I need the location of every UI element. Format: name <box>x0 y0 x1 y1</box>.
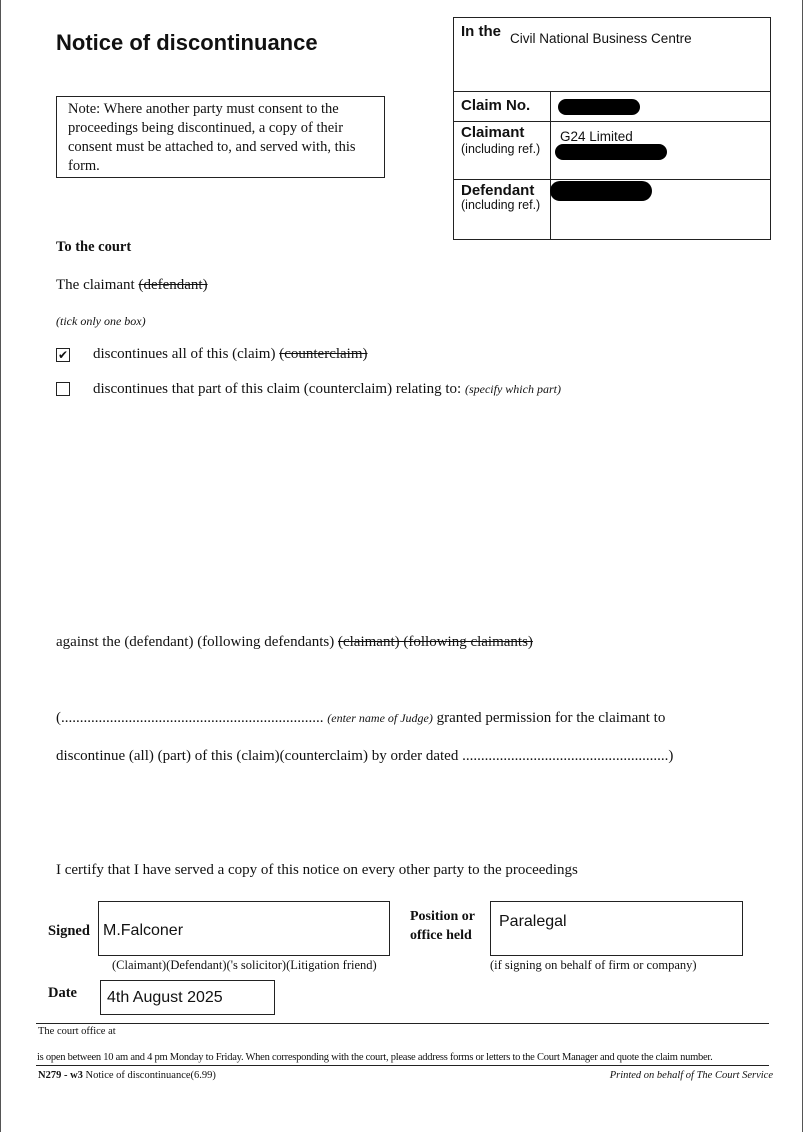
court-row <box>454 18 770 92</box>
defendant-row <box>454 180 770 239</box>
against-struck-text: (claimant) (following claimants) <box>337 634 533 650</box>
court-office-text: The court office at <box>38 1026 116 1037</box>
date-field[interactable]: 4th August 2025 <box>100 980 275 1015</box>
claimant-label: Claimant <box>461 124 525 141</box>
date-label: Date <box>48 985 77 1001</box>
footer-rule-top <box>36 1023 769 1024</box>
option-all-line <box>93 346 368 363</box>
to-the-court-heading: To the court <box>56 239 132 255</box>
claimant-sub-label: (including ref.) <box>461 142 541 156</box>
claim-no-row <box>454 92 770 122</box>
certify-statement: I certify that I have served a copy of this notice on every other party to the proceedings <box>56 862 578 878</box>
judge-line <box>56 710 665 727</box>
position-label-line1: Position or <box>410 909 475 924</box>
defendant-struck-text: (defendant) <box>138 277 208 293</box>
claim-no-label: Claim No. <box>461 97 531 114</box>
discontinue-part-checkbox[interactable] <box>56 382 70 396</box>
discontinue-all-checkbox[interactable]: ✔ <box>57 348 69 362</box>
footer-rule-bottom <box>36 1065 769 1066</box>
printed-by: Printed on behalf of The Court Service <box>609 1070 773 1081</box>
office-hours-text: is open between 10 am and 4 pm Monday to Friday. When corresponding with the court, please address forms or letters to the Court Manager and quote the claim number. <box>37 1052 713 1063</box>
page-border-left <box>0 0 1 1132</box>
option-part-text: discontinues that part of this claim (counterclaim) relating to: <box>93 381 462 397</box>
defendant-redaction <box>550 181 652 201</box>
position-field[interactable]: Paralegal <box>490 901 743 956</box>
option-part-line <box>93 381 561 398</box>
claimant-line <box>56 277 208 294</box>
position-note: (if signing on behalf of firm or company) <box>490 958 697 972</box>
position-label-line2: office held <box>410 928 472 943</box>
against-text: against the (defendant) (following defendants) <box>56 634 335 650</box>
judge-line-end: granted permission for the claimant to <box>436 710 666 726</box>
position-label <box>410 907 475 945</box>
claimant-row <box>454 122 770 180</box>
option-part-hint: (specify which part) <box>464 382 561 396</box>
judge-hint: (enter name of Judge) <box>327 711 433 725</box>
against-line <box>56 634 533 651</box>
court-details-table <box>453 17 771 240</box>
option-all-struck-text: (counterclaim) <box>279 346 368 362</box>
consent-note: Note: Where another party must consent to the proceedings being discontinued, a copy of their consent must be attached to, and served with, this form. <box>56 96 385 178</box>
defendant-sub-label: (including ref.) <box>461 198 541 212</box>
form-name: Notice of discontinuance(6.99) <box>85 1070 216 1081</box>
signed-label: Signed <box>48 923 90 939</box>
claimant-ref-redaction <box>555 144 667 160</box>
form-reference <box>38 1070 216 1081</box>
form-code: N279 - w3 <box>38 1070 83 1081</box>
signed-field[interactable]: M.Falconer <box>98 901 390 956</box>
the-claimant-text: The claimant <box>56 277 135 293</box>
claim-no-redaction <box>558 99 640 115</box>
defendant-label: Defendant <box>461 182 535 199</box>
claimant-value[interactable]: G24 Limited <box>560 129 633 144</box>
tick-note: (tick only one box) <box>56 314 146 328</box>
order-line: discontinue (all) (part) of this (claim)(counterclaim) by order dated .......................................................) <box>56 748 674 764</box>
form-title: Notice of discontinuance <box>56 30 318 55</box>
court-name[interactable]: Civil National Business Centre <box>510 31 692 46</box>
judge-dots: (...................................................................... <box>56 710 324 726</box>
in-the-label: In the <box>461 23 501 40</box>
capacity-options: (Claimant)(Defendant)('s solicitor)(Litigation friend) <box>112 958 377 972</box>
option-all-text: discontinues all of this (claim) <box>93 346 276 362</box>
